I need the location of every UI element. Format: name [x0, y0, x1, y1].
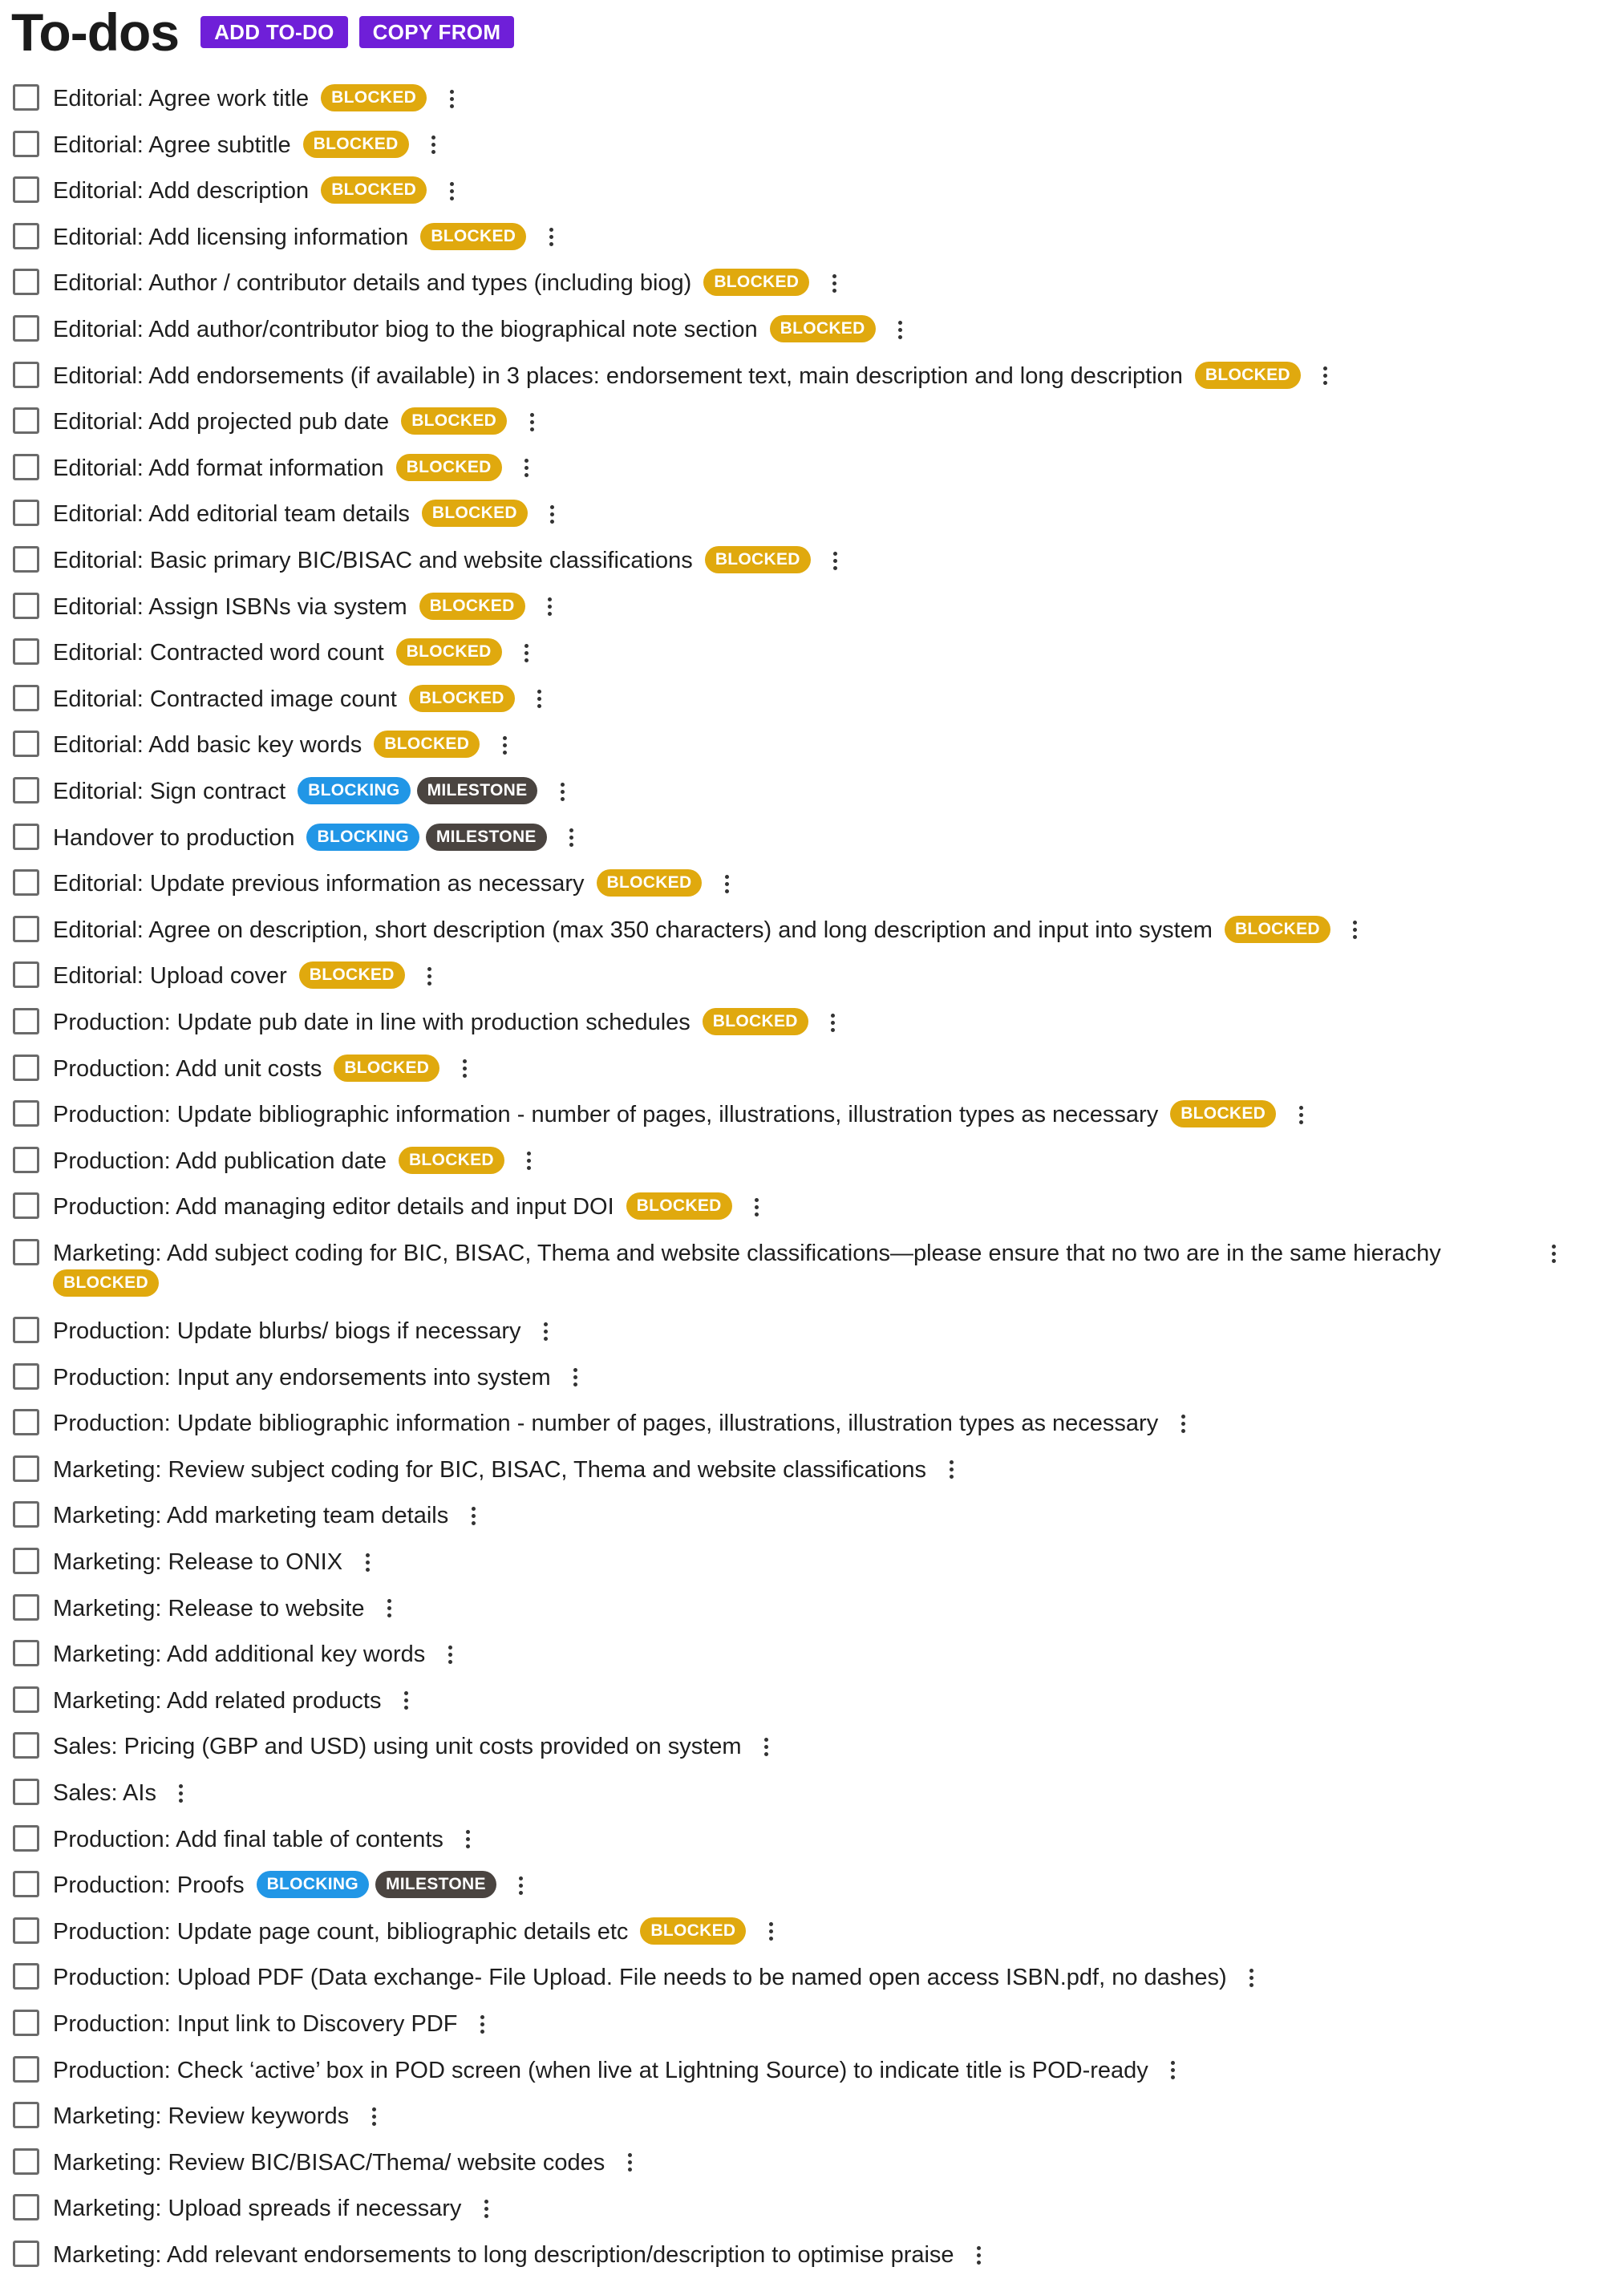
todo-item: [13, 269, 843, 298]
todo-checkbox[interactable]: [13, 362, 39, 388]
blocking-badge: BLOCKING: [306, 824, 419, 851]
todo-checkbox[interactable]: [13, 1055, 39, 1081]
todo-checkbox[interactable]: [13, 2056, 39, 2083]
more-options-icon[interactable]: [460, 1825, 477, 1854]
todo-item: [13, 1825, 477, 1854]
todo-text[interactable]: Production: Update page count, bibliographic details etc: [53, 1918, 629, 1945]
more-options-icon[interactable]: [523, 407, 541, 436]
blocked-badge: BLOCKED: [420, 223, 526, 250]
blocked-badge: BLOCKED: [53, 1269, 159, 1297]
todo-checkbox[interactable]: [13, 1192, 39, 1219]
todo-item: [13, 2241, 988, 2269]
todo-item: [13, 1594, 398, 1623]
todo-text[interactable]: Production: Add unit costs: [53, 1055, 322, 1082]
todo-item: [13, 1917, 780, 1946]
todo-item: [13, 1100, 1310, 1129]
todo-checkbox[interactable]: [13, 1239, 39, 1265]
blocked-badge: BLOCKED: [303, 131, 409, 158]
todo-checkbox[interactable]: [13, 1008, 39, 1034]
todo-checkbox[interactable]: [13, 777, 39, 804]
todo-item: [13, 1455, 960, 1484]
todo-text[interactable]: Editorial: Add editorial team details: [53, 501, 410, 528]
milestone-badge: MILESTONE: [417, 777, 538, 804]
more-options-icon[interactable]: [518, 638, 536, 667]
todo-checkbox[interactable]: [13, 223, 39, 249]
todo-text[interactable]: Editorial: Add projected pub date: [53, 409, 390, 435]
todo-item: [13, 593, 559, 621]
more-options-icon[interactable]: [892, 315, 909, 344]
todo-item: [13, 2148, 638, 2177]
todo-item: [13, 1871, 530, 1900]
todo-item: [13, 84, 460, 113]
copy-from-button[interactable]: COPY FROM: [359, 16, 515, 48]
more-options-icon[interactable]: [825, 269, 843, 298]
blocked-badge: BLOCKED: [419, 593, 525, 620]
blocked-badge: BLOCKED: [705, 546, 811, 573]
todo-checkbox[interactable]: [13, 500, 39, 526]
todo-checkbox[interactable]: [13, 131, 39, 157]
todo-item: [13, 1779, 190, 1807]
more-options-icon[interactable]: [1347, 916, 1364, 945]
todo-text[interactable]: Editorial: Basic primary BIC/BISAC and website classifications: [53, 548, 693, 573]
todo-text[interactable]: Sales: AIs: [53, 1780, 156, 1806]
more-options-icon[interactable]: [542, 223, 560, 252]
todo-text[interactable]: Production: Upload PDF (Data exchange- File Upload. File needs to be named open access ISBN.pdf, no dashes): [53, 1965, 1227, 1991]
more-options-icon[interactable]: [621, 2148, 638, 2177]
todo-text[interactable]: Production: Add publication date: [53, 1148, 387, 1174]
more-options-icon[interactable]: [441, 1640, 459, 1669]
more-options-icon[interactable]: [172, 1779, 190, 1807]
more-options-icon[interactable]: [1292, 1100, 1310, 1129]
todo-text[interactable]: Marketing: Release to website: [53, 1595, 365, 1621]
todo-item: [13, 2056, 1182, 2085]
todo-item: [13, 1055, 473, 1083]
blocked-badge: BLOCKED: [401, 407, 507, 435]
todo-item: [13, 869, 735, 898]
todo-text[interactable]: Marketing: Add additional key words: [53, 1642, 426, 1668]
more-options-icon[interactable]: [425, 131, 443, 160]
todo-item: [13, 315, 909, 344]
todo-item: [13, 500, 561, 528]
todo-text[interactable]: Editorial: Contracted image count: [53, 686, 397, 712]
todo-checkbox[interactable]: [13, 1147, 39, 1173]
todo-item: [13, 1501, 482, 1530]
more-options-icon[interactable]: [456, 1055, 473, 1083]
todo-text[interactable]: Marketing: Review subject coding for BIC, BISAC, Thema and website classifications: [53, 1456, 927, 1483]
todo-checkbox[interactable]: [13, 961, 39, 988]
todo-text[interactable]: Production: Update blurbs/ biogs if necessary: [53, 1318, 521, 1344]
todo-text[interactable]: Sales: Pricing (GBP and USD) using unit costs provided on system: [53, 1734, 742, 1760]
todo-checkbox[interactable]: [13, 1640, 39, 1666]
todo-text[interactable]: Marketing: Review BIC/BISAC/Thema/ website codes: [53, 2149, 605, 2176]
more-options-icon[interactable]: [762, 1917, 780, 1946]
todo-text[interactable]: Marketing: Add related products: [53, 1687, 382, 1714]
todo-text[interactable]: Editorial: Agree subtitle: [53, 132, 291, 158]
blocked-badge: BLOCKED: [299, 961, 405, 989]
blocked-badge: BLOCKED: [321, 84, 427, 111]
more-options-icon[interactable]: [1243, 1963, 1261, 1992]
blocked-badge: BLOCKED: [1170, 1100, 1276, 1127]
blocked-badge: BLOCKED: [334, 1055, 439, 1082]
todo-checkbox[interactable]: [13, 1779, 39, 1805]
todo-text[interactable]: Editorial: Agree work title: [53, 86, 310, 111]
more-options-icon[interactable]: [748, 1192, 766, 1221]
todo-checkbox[interactable]: [13, 1825, 39, 1852]
todo-text[interactable]: Production: Input any endorsements into system: [53, 1364, 551, 1391]
more-options-icon[interactable]: [942, 1455, 960, 1484]
todo-text[interactable]: Editorial: Add author/contributor biog to the biographical note section: [53, 317, 758, 342]
todo-checkbox[interactable]: [13, 2241, 39, 2267]
todo-checkbox[interactable]: [13, 2148, 39, 2175]
todo-checkbox[interactable]: [13, 1455, 39, 1482]
todo-text[interactable]: Production: Update bibliographic information - number of pages, illustrations, illustration types as necessary: [53, 1102, 1159, 1128]
todo-text[interactable]: Production: Update bibliographic information - number of pages, illustrations, illustration types as necessary: [53, 1411, 1159, 1437]
todo-text[interactable]: Editorial: Sign contract: [53, 779, 286, 804]
blocked-badge: BLOCKED: [770, 315, 876, 342]
todo-text[interactable]: Editorial: Add description: [53, 178, 310, 204]
blocked-badge: BLOCKED: [396, 638, 502, 666]
todo-text[interactable]: Editorial: Add format information: [53, 455, 384, 481]
more-options-icon[interactable]: [718, 869, 735, 898]
more-options-icon[interactable]: [827, 546, 844, 575]
todo-checkbox[interactable]: [13, 2010, 39, 2036]
more-options-icon[interactable]: [537, 1317, 555, 1346]
todo-item: [13, 777, 571, 806]
todo-checkbox[interactable]: [13, 1732, 39, 1759]
todo-text[interactable]: Marketing: Add marketing team details: [53, 1503, 449, 1529]
todo-text[interactable]: Editorial: Contracted word count: [53, 640, 384, 666]
more-options-icon[interactable]: [758, 1732, 776, 1761]
blocked-badge: BLOCKED: [640, 1917, 746, 1945]
todo-item: [13, 546, 844, 575]
more-options-icon[interactable]: [824, 1008, 842, 1037]
todo-item: [13, 1239, 1577, 1297]
page-title: To-dos: [11, 2, 180, 62]
todos-header: [11, 0, 514, 64]
todo-checkbox[interactable]: [13, 454, 39, 480]
todo-item: [13, 1686, 415, 1715]
todo-checkbox[interactable]: [13, 2102, 39, 2128]
todo-item: [13, 1548, 376, 1577]
todo-item: [13, 1317, 555, 1346]
todo-item: [13, 961, 439, 990]
todo-text[interactable]: Production: Check ‘active’ box in POD screen (when live at Lightning Source) to indicate title is POD-ready: [53, 2057, 1148, 2083]
todo-item: [13, 916, 1364, 945]
todo-checkbox[interactable]: [13, 1917, 39, 1944]
todo-text[interactable]: Editorial: Update previous information as necessary: [53, 871, 585, 897]
todo-checkbox[interactable]: [13, 1594, 39, 1621]
todo-text[interactable]: Editorial: Author / contributor details and types (including biog): [53, 270, 692, 297]
todo-checkbox[interactable]: [13, 916, 39, 942]
todo-item: [13, 1409, 1192, 1438]
todo-text[interactable]: Editorial: Add licensing information: [53, 224, 409, 250]
todo-item: [13, 2194, 495, 2223]
blocked-badge: BLOCKED: [703, 1008, 808, 1035]
todo-item: [13, 1147, 538, 1176]
todo-text[interactable]: Editorial: Add endorsements (if available) in 3 places: endorsement text, main description and long description: [53, 362, 1183, 389]
todo-checkbox[interactable]: [13, 546, 39, 573]
todo-text[interactable]: Production: Add final table of contents: [53, 1826, 443, 1852]
more-options-icon[interactable]: [421, 961, 439, 990]
more-options-icon[interactable]: [531, 685, 549, 714]
more-options-icon[interactable]: [563, 824, 581, 852]
todo-checkbox[interactable]: [13, 638, 39, 665]
more-options-icon[interactable]: [518, 454, 536, 483]
more-options-icon[interactable]: [567, 1363, 585, 1392]
more-options-icon[interactable]: [1545, 1239, 1562, 1268]
blocking-badge: BLOCKING: [257, 1871, 369, 1898]
more-options-icon[interactable]: [496, 731, 513, 759]
todo-text[interactable]: Production: Input link to Discovery PDF: [53, 2011, 458, 2037]
blocked-badge: BLOCKED: [422, 500, 528, 527]
todo-item: [13, 223, 560, 252]
todo-item: [13, 2102, 383, 2131]
todo-text[interactable]: Marketing: Release to ONIX: [53, 1549, 343, 1575]
todo-checkbox[interactable]: [13, 1501, 39, 1528]
blocked-badge: BLOCKED: [597, 869, 703, 897]
todo-checkbox[interactable]: [13, 407, 39, 434]
todo-item: [13, 1008, 842, 1037]
add-todo-button[interactable]: ADD TO-DO: [200, 16, 348, 48]
todo-checkbox[interactable]: [13, 1363, 39, 1390]
more-options-icon[interactable]: [520, 1147, 538, 1176]
todo-item: [13, 454, 536, 483]
more-options-icon[interactable]: [512, 1871, 530, 1900]
more-options-icon[interactable]: [1317, 362, 1334, 391]
milestone-badge: MILESTONE: [375, 1871, 496, 1898]
todo-text[interactable]: Marketing: Upload spreads if necessary: [53, 2196, 462, 2222]
todo-item: [13, 1963, 1261, 1992]
todo-checkbox[interactable]: [13, 731, 39, 757]
more-options-icon[interactable]: [1164, 2056, 1182, 2085]
blocked-badge: BLOCKED: [626, 1192, 732, 1220]
more-options-icon[interactable]: [970, 2241, 988, 2269]
milestone-badge: MILESTONE: [426, 824, 547, 851]
blocked-badge: BLOCKED: [321, 176, 427, 204]
more-options-icon[interactable]: [443, 84, 460, 113]
todo-text[interactable]: Editorial: Upload cover: [53, 963, 287, 990]
todo-item: [13, 1192, 766, 1221]
more-options-icon[interactable]: [553, 777, 571, 806]
blocked-badge: BLOCKED: [374, 731, 480, 758]
more-options-icon[interactable]: [397, 1686, 415, 1715]
todo-checkbox[interactable]: [13, 824, 39, 850]
todo-item: [13, 1640, 459, 1669]
todo-item: [13, 1732, 776, 1761]
todo-item: [13, 176, 460, 205]
todo-text[interactable]: Production: Add managing editor details and input DOI: [53, 1194, 614, 1221]
todo-item: [13, 731, 513, 759]
todo-checkbox[interactable]: [13, 1548, 39, 1574]
more-options-icon[interactable]: [1174, 1409, 1192, 1438]
blocked-badge: BLOCKED: [409, 685, 515, 712]
todo-item: [13, 685, 549, 714]
blocked-badge: BLOCKED: [1195, 362, 1301, 389]
blocked-badge: BLOCKED: [396, 454, 502, 481]
todo-text[interactable]: Marketing: Add relevant endorsements to long description/description to optimise praise: [53, 2242, 954, 2268]
todo-checkbox[interactable]: [13, 593, 39, 619]
todo-text[interactable]: Production: Proofs: [53, 1872, 245, 1899]
more-options-icon[interactable]: [541, 593, 559, 621]
todo-item: [13, 407, 541, 436]
todo-text[interactable]: Editorial: Agree on description, short description (max 350 characters) and long description and input into system: [53, 917, 1213, 943]
more-options-icon[interactable]: [544, 500, 561, 528]
todo-text[interactable]: Editorial: Assign ISBNs via system: [53, 593, 407, 620]
todo-item: [13, 362, 1334, 391]
todo-checkbox[interactable]: [13, 1686, 39, 1713]
more-options-icon[interactable]: [477, 2194, 495, 2223]
blocked-badge: BLOCKED: [703, 269, 809, 296]
todo-item: [13, 824, 581, 852]
blocked-badge: BLOCKED: [399, 1147, 504, 1174]
todo-checkbox[interactable]: [13, 685, 39, 711]
todo-checkbox[interactable]: [13, 315, 39, 342]
blocking-badge: BLOCKING: [298, 777, 410, 804]
todo-item: [13, 2010, 491, 2038]
todo-text[interactable]: Handover to production: [53, 824, 295, 851]
todo-checkbox[interactable]: [13, 1100, 39, 1127]
todo-text[interactable]: Editorial: Add basic key words: [53, 732, 362, 759]
todo-checkbox[interactable]: [13, 176, 39, 203]
todo-item: [13, 131, 443, 160]
todo-checkbox[interactable]: [13, 84, 39, 111]
todo-item: [13, 638, 536, 667]
todo-item: [13, 1363, 585, 1392]
more-options-icon[interactable]: [380, 1594, 398, 1623]
todo-checkbox[interactable]: [13, 1963, 39, 1990]
todo-text[interactable]: Production: Update pub date in line with production schedules: [53, 1010, 691, 1035]
todo-checkbox[interactable]: [13, 1871, 39, 1897]
todo-text[interactable]: Marketing: Add subject coding for BIC, BISAC, Thema and website classifications—please ensure that no two are in the same hierachy: [53, 1241, 1441, 1266]
todo-checkbox[interactable]: [13, 1409, 39, 1435]
todo-text[interactable]: Marketing: Review keywords: [53, 2103, 350, 2130]
todo-checkbox[interactable]: [13, 869, 39, 896]
more-options-icon[interactable]: [464, 1501, 482, 1530]
more-options-icon[interactable]: [365, 2102, 383, 2131]
todo-checkbox[interactable]: [13, 269, 39, 295]
more-options-icon[interactable]: [443, 176, 460, 205]
todo-checkbox[interactable]: [13, 1317, 39, 1343]
todo-checkbox[interactable]: [13, 2194, 39, 2220]
more-options-icon[interactable]: [358, 1548, 376, 1577]
more-options-icon[interactable]: [473, 2010, 491, 2038]
blocked-badge: BLOCKED: [1225, 916, 1330, 943]
